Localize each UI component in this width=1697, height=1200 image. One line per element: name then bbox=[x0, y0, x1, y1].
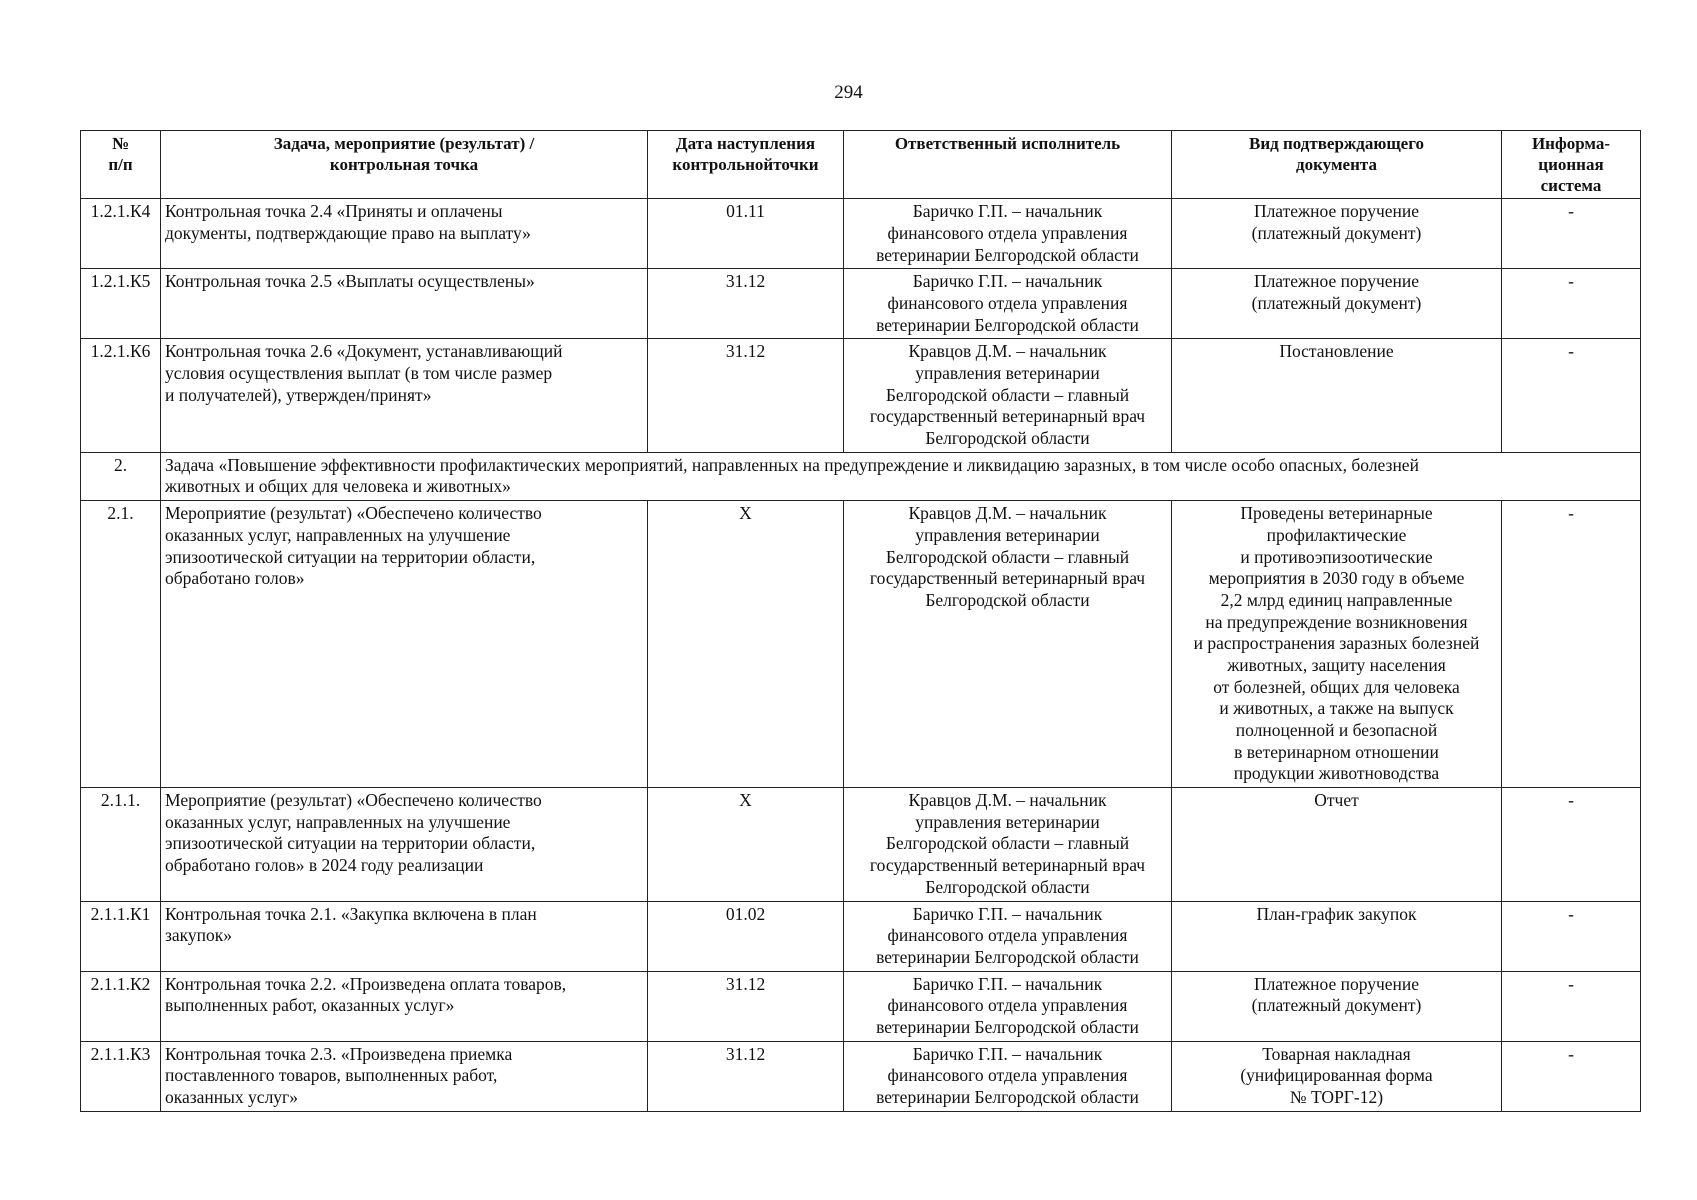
row-responsible: Баричко Г.П. – начальник финансового отдела управления ветеринарии Белгородской области bbox=[844, 1041, 1172, 1111]
row-number: 2. bbox=[81, 452, 161, 500]
table-row bbox=[81, 501, 1641, 788]
row-document: Отчет bbox=[1172, 788, 1502, 901]
row-task: Контрольная точка 2.3. «Произведена приемка поставленного товаров, выполненных работ, оказанных услуг» bbox=[161, 1041, 648, 1111]
row-responsible: Баричко Г.П. – начальник финансового отдела управления ветеринарии Белгородской области bbox=[844, 971, 1172, 1041]
row-document: Постановление bbox=[1172, 339, 1502, 452]
row-system: - bbox=[1502, 788, 1641, 901]
row-date: 31.12 bbox=[648, 269, 844, 339]
row-task: Контрольная точка 2.5 «Выплаты осуществлены» bbox=[161, 269, 648, 339]
row-task: Контрольная точка 2.2. «Произведена оплата товаров, выполненных работ, оказанных услуг» bbox=[161, 971, 648, 1041]
row-date: 31.12 bbox=[648, 339, 844, 452]
table-row bbox=[81, 901, 1641, 971]
header-responsible: Ответственный исполнитель bbox=[844, 131, 1172, 199]
row-system: - bbox=[1502, 901, 1641, 971]
table-row bbox=[81, 971, 1641, 1041]
row-number: 2.1.1.К1 bbox=[81, 901, 161, 971]
row-responsible: Баричко Г.П. – начальник финансового отдела управления ветеринарии Белгородской области bbox=[844, 269, 1172, 339]
row-document: Платежное поручение (платежный документ) bbox=[1172, 971, 1502, 1041]
row-number: 2.1.1.К2 bbox=[81, 971, 161, 1041]
task-section-text: Задача «Повышение эффективности профилактических мероприятий, направленных на предупреждение и ликвидацию заразных, в том числе особо опасных, болезней животных и общих для человека и животных» bbox=[161, 452, 1641, 500]
table-row bbox=[81, 269, 1641, 339]
header-task: Задача, мероприятие (результат) / контрольная точка bbox=[161, 131, 648, 199]
table-row bbox=[81, 339, 1641, 452]
header-num: № п/п bbox=[81, 131, 161, 199]
row-document: Платежное поручение (платежный документ) bbox=[1172, 269, 1502, 339]
row-task: Мероприятие (результат) «Обеспечено количество оказанных услуг, направленных на улучшение эпизоотической ситуации на территории области, обработано голов» bbox=[161, 501, 648, 788]
plan-table bbox=[80, 130, 1641, 1112]
row-responsible: Баричко Г.П. – начальник финансового отдела управления ветеринарии Белгородской области bbox=[844, 199, 1172, 269]
header-doc: Вид подтверждающего документа bbox=[1172, 131, 1502, 199]
row-document: Проведены ветеринарные профилактические и противоэпизоотические мероприятия в 2030 году в объеме 2,2 млрд единиц направленные на предупреждение возникновения и распространения заразных болезней животных, защиту населения от болезней, общих для человека и животных, а также на выпуск полноценной и безопасной в ветеринарном отношении продукции животноводства bbox=[1172, 501, 1502, 788]
row-date: Х bbox=[648, 788, 844, 901]
row-responsible: Кравцов Д.М. – начальник управления ветеринарии Белгородской области – главный государственный ветеринарный врач Белгородской области bbox=[844, 339, 1172, 452]
row-date: 31.12 bbox=[648, 971, 844, 1041]
row-number: 2.1. bbox=[81, 501, 161, 788]
row-system: - bbox=[1502, 269, 1641, 339]
row-number: 1.2.1.К5 bbox=[81, 269, 161, 339]
row-document: Платежное поручение (платежный документ) bbox=[1172, 199, 1502, 269]
page-number: 294 bbox=[834, 82, 863, 103]
row-number: 2.1.1.К3 bbox=[81, 1041, 161, 1111]
row-date: 01.11 bbox=[648, 199, 844, 269]
row-task: Контрольная точка 2.1. «Закупка включена в план закупок» bbox=[161, 901, 648, 971]
table-header-row bbox=[81, 131, 1641, 199]
row-date: 01.02 bbox=[648, 901, 844, 971]
row-document: План-график закупок bbox=[1172, 901, 1502, 971]
row-number: 1.2.1.К6 bbox=[81, 339, 161, 452]
row-document: Товарная накладная (унифицированная форма № ТОРГ-12) bbox=[1172, 1041, 1502, 1111]
row-number: 1.2.1.К4 bbox=[81, 199, 161, 269]
table-row bbox=[81, 1041, 1641, 1111]
row-responsible: Кравцов Д.М. – начальник управления ветеринарии Белгородской области – главный государственный ветеринарный врач Белгородской области bbox=[844, 788, 1172, 901]
row-system: - bbox=[1502, 1041, 1641, 1111]
row-date: Х bbox=[648, 501, 844, 788]
table-row bbox=[81, 788, 1641, 901]
task-section-row bbox=[81, 452, 1641, 500]
header-date: Дата наступления контрольнойточки bbox=[648, 131, 844, 199]
row-responsible: Баричко Г.П. – начальник финансового отдела управления ветеринарии Белгородской области bbox=[844, 901, 1172, 971]
row-task: Контрольная точка 2.6 «Документ, устанавливающий условия осуществления выплат (в том числе размер и получателей), утвержден/принят» bbox=[161, 339, 648, 452]
row-date: 31.12 bbox=[648, 1041, 844, 1111]
table-row bbox=[81, 199, 1641, 269]
row-responsible: Кравцов Д.М. – начальник управления ветеринарии Белгородской области – главный государственный ветеринарный врач Белгородской области bbox=[844, 501, 1172, 788]
row-task: Контрольная точка 2.4 «Приняты и оплачены документы, подтверждающие право на выплату» bbox=[161, 199, 648, 269]
row-system: - bbox=[1502, 501, 1641, 788]
row-system: - bbox=[1502, 971, 1641, 1041]
row-system: - bbox=[1502, 339, 1641, 452]
header-system: Информа- ционная система bbox=[1502, 131, 1641, 199]
row-task: Мероприятие (результат) «Обеспечено количество оказанных услуг, направленных на улучшение эпизоотической ситуации на территории области, обработано голов» в 2024 году реализации bbox=[161, 788, 648, 901]
row-system: - bbox=[1502, 199, 1641, 269]
row-number: 2.1.1. bbox=[81, 788, 161, 901]
